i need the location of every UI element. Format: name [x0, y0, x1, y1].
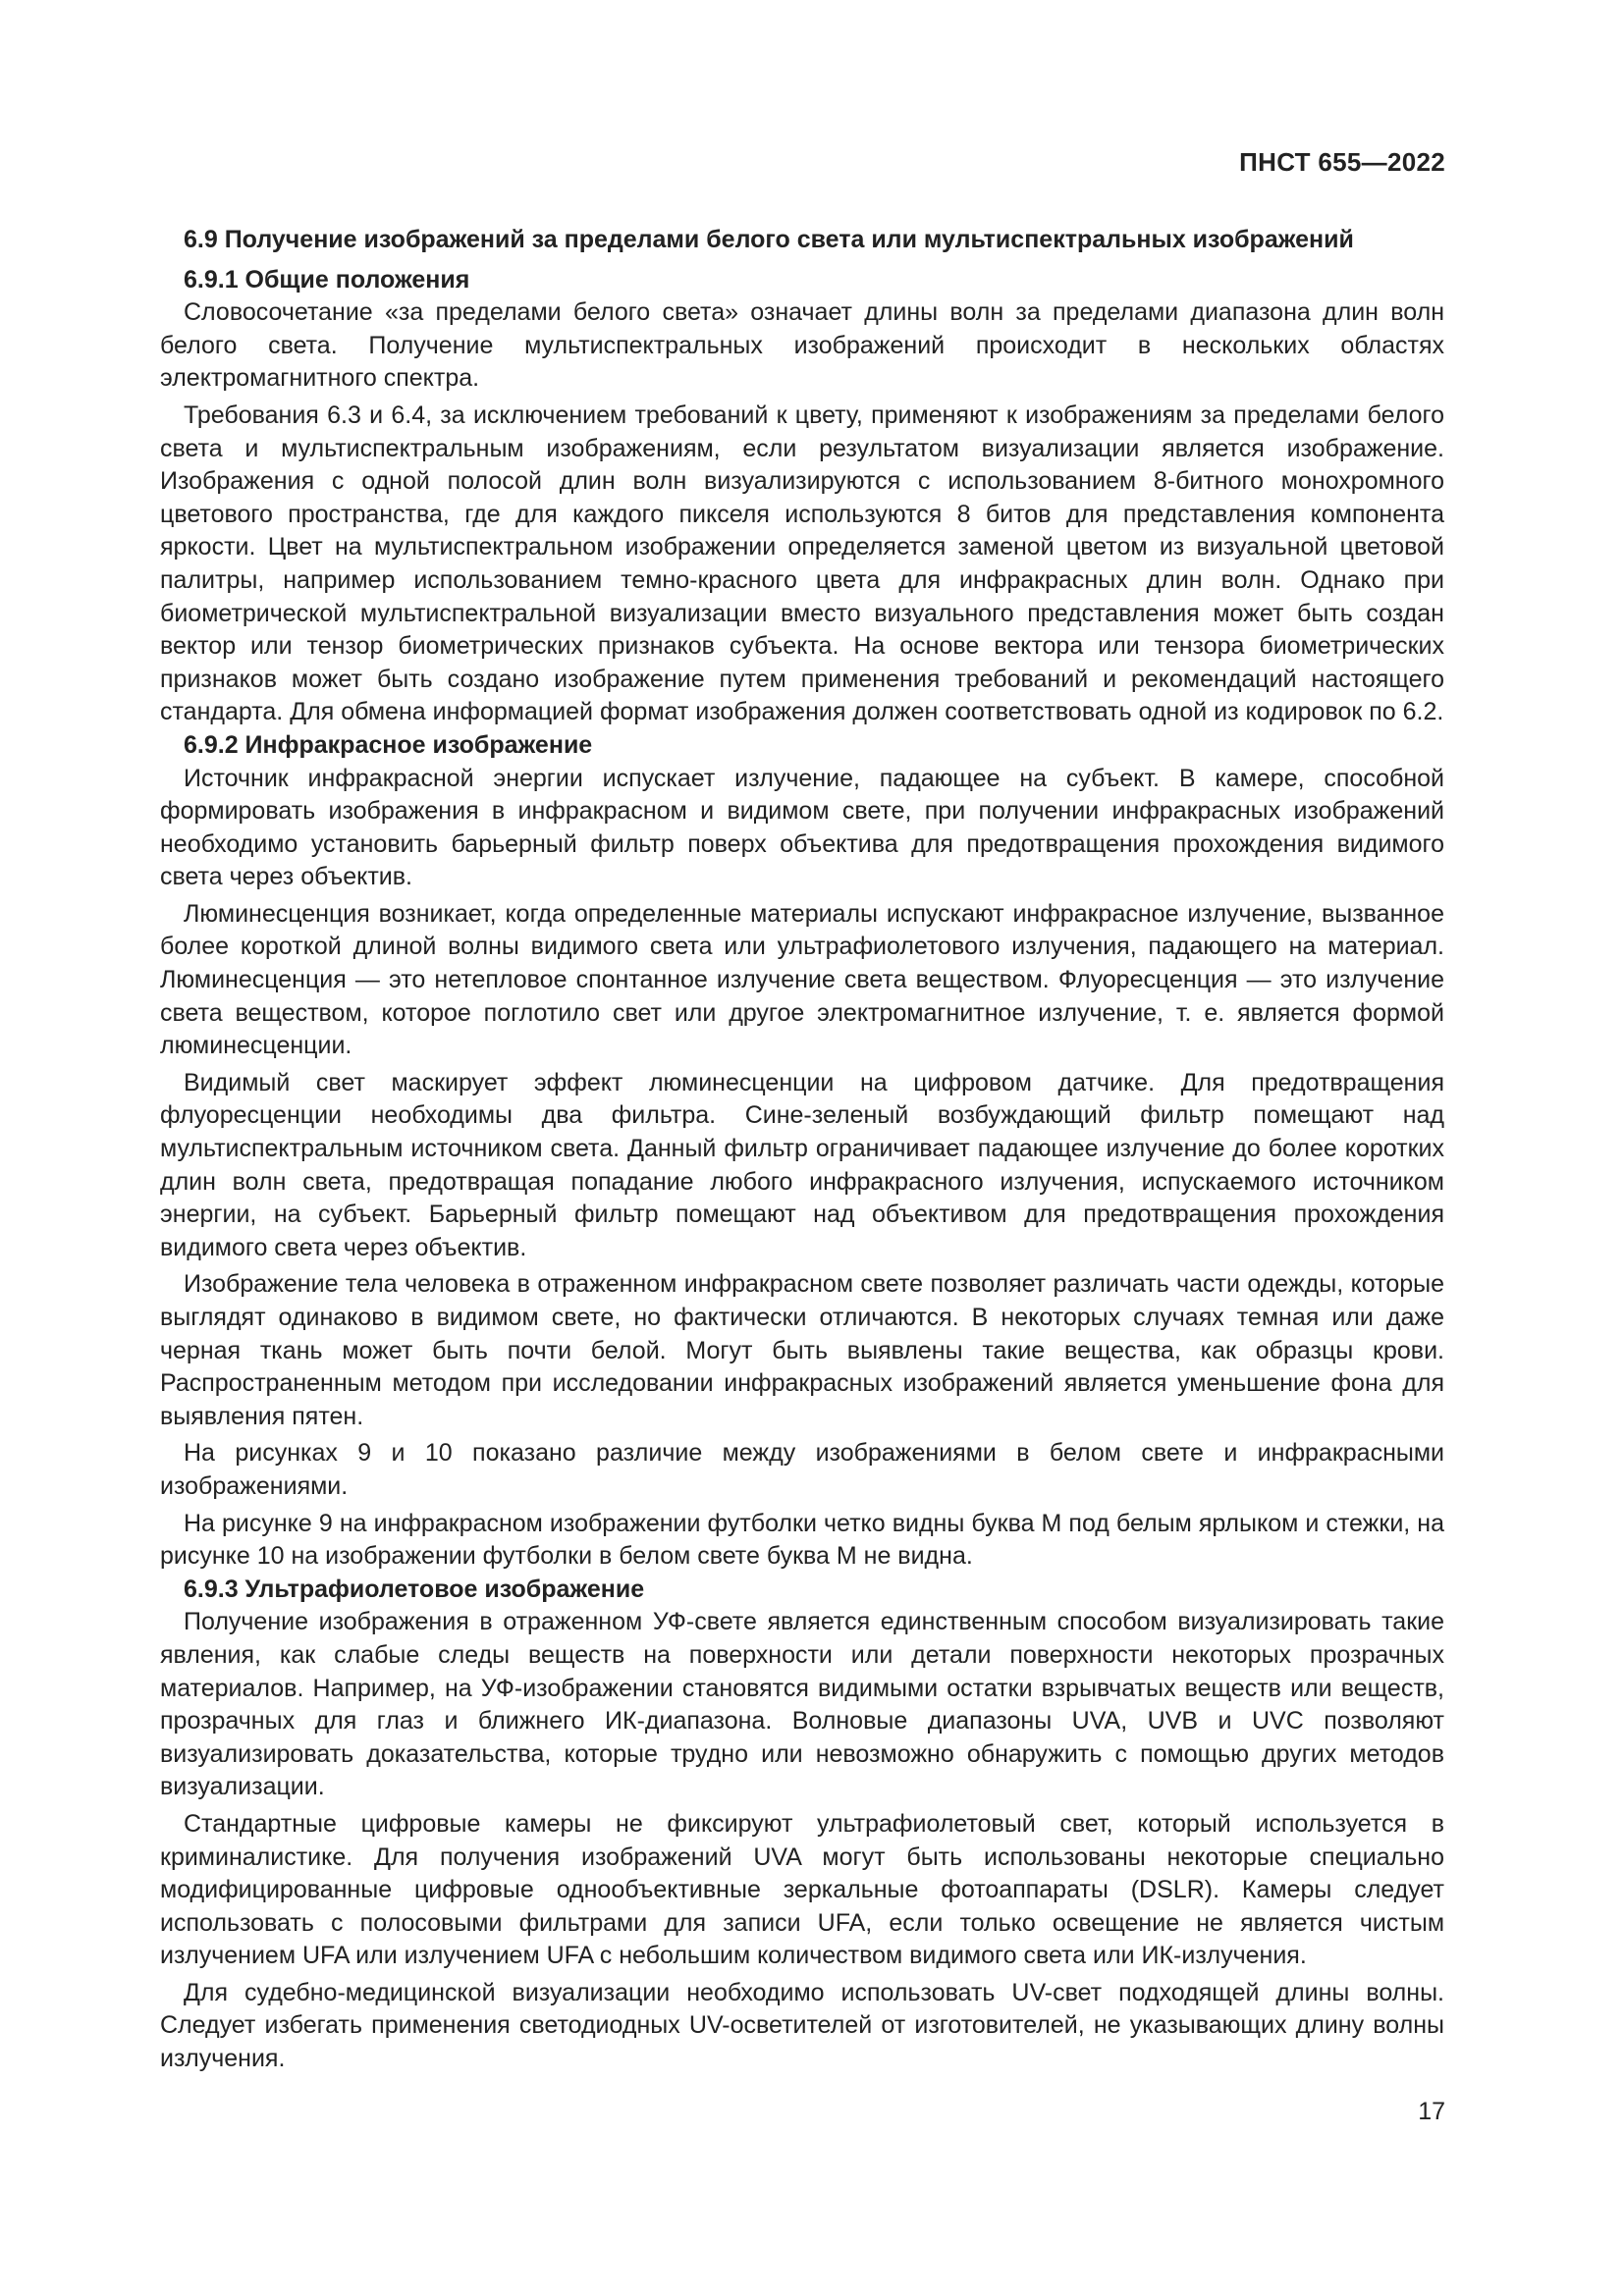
paragraph: Источник инфракрасной энергии испускает излучение, падающее на субъект. В камере, способной формировать изображения в инфракрасном и видимом свете, при получении инфракрасных изображений необходимо установить барьерный фильтр поверх объектива для предотвращения прохождения видимого света через объектив.	[160, 764, 1444, 891]
paragraph: Требования 6.3 и 6.4, за исключением требований к цвету, применяют к изображениям за пределами белого света и мультиспектральным изображениям, если результатом визуализации является изображение. Изображения с одной полосой длин волн визуализируются с использованием 8-битного монохромного цветового пространства, где для каждого пикселя используются 8 битов для представления компонента яркости. Цвет на мультиспектральном изображении определяется заменой цветом из визуальной цветовой палитры, например использованием темно-красного цвета для инфракрасных длин волн. Однако при биометрической мультиспектральной визуализации вместо визуального представления может быть создан вектор или тензор биометрических признаков субъекта. На основе вектора или тензора биометрических признаков может быть создано изображение путем применения требований и рекомендаций настоящего стандарта. Для обмена информацией формат изображения должен соответствовать одной из кодировок по 6.2.	[160, 400, 1444, 726]
paragraph: Люминесценция возникает, когда определенные материалы испускают инфракрасное излучение, вызванное более короткой длиной волны видимого света или ультрафиолетового излучения, падающего на материал. Люминесценция — это нетепловое спонтанное излучение света веществом. Флуоресценция — это излучение света веществом, которое поглотило свет или другое электромагнитное излучение, т. е. является формой люминесценции.	[160, 899, 1444, 1060]
page-number: 17	[1418, 2098, 1445, 2125]
subsection-heading-ultraviolet: 6.9.3 Ультрафиолетовое изображение	[184, 1575, 645, 1603]
document-code: ПНСТ 655—2022	[1239, 147, 1445, 177]
section-heading: 6.9 Получение изображений за пределами белого света или мультиспектральных изображений	[184, 226, 1354, 253]
paragraph: Словосочетание «за пределами белого света» означает длины волн за пределами диапазона длин волн белого света. Получение мультиспектральных изображений происходит в нескольких областях электромагнитного спектра.	[160, 298, 1444, 393]
paragraph: Видимый свет маскирует эффект люминесценции на цифровом датчике. Для предотвращения флуоресценции необходимы два фильтра. Сине-зеленый возбуждающий фильтр помещают над мультиспектральным источником света. Данный фильтр ограничивает падающее излучение до более коротких длин волн света, предотвращая попадание любого инфракрасного излучения, испускаемого источником энергии, на субъект. Барьерный фильтр помещают над объективом для предотвращения прохождения видимого света через объектив.	[160, 1068, 1444, 1261]
paragraph: На рисунках 9 и 10 показано различие между изображениями в белом свете и инфракрасными изображениями.	[160, 1439, 1444, 1500]
paragraph: Получение изображения в отраженном УФ-свете является единственным способом визуализировать такие явления, как слабые следы веществ на поверхности или детали поверхности некоторых прозрачных материалов. Например, на УФ-изображении становятся видимыми остатки взрывчатых веществ или веществ, прозрачных для глаз и ближнего ИК-диапазона. Волновые диапазоны UVA, UVB и UVC позволяют визуализировать доказательства, которые трудно или невозможно обнаружить с помощью других методов визуализации.	[160, 1608, 1444, 1801]
subsection-heading-infrared: 6.9.2 Инфракрасное изображение	[184, 730, 593, 759]
paragraph: Для судебно-медицинской визуализации необходимо использовать UV-свет подходящей длины волны. Следует избегать применения светодиодных UV-осветителей от изготовителей, не указывающих длину волны излучения.	[160, 1978, 1444, 2073]
paragraph: На рисунке 9 на инфракрасном изображении футболки четко видны буква М под белым ярлыком и стежки, на рисунке 10 на изображении футболки в белом свете буква М не видна.	[160, 1509, 1444, 1571]
paragraph: Изображение тела человека в отраженном инфракрасном свете позволяет различать части одежды, которые выглядят одинаково в видимом свете, но фактически отличаются. В некоторых случаях темная или даже черная ткань может быть почти белой. Могут быть выявлены такие вещества, как образцы крови. Распространенным методом при исследовании инфракрасных изображений является уменьшение фона для выявления пятен.	[160, 1270, 1444, 1430]
subsection-heading-general: 6.9.1 Общие положения	[184, 265, 470, 294]
page-content	[160, 224, 1444, 2076]
paragraph: Стандартные цифровые камеры не фиксируют ультрафиолетовый свет, который используется в криминалистике. Для получения изображений UVA могут быть использованы некоторые специально модифицированные цифровые однообъективные зеркальные фотоаппараты (DSLR). Камеры следует использовать с полосовыми фильтрами для записи UFA, если только освещение не является чистым излучением UFA или излучением UFA с небольшим количеством видимого света или ИК-излучения.	[160, 1809, 1444, 1970]
